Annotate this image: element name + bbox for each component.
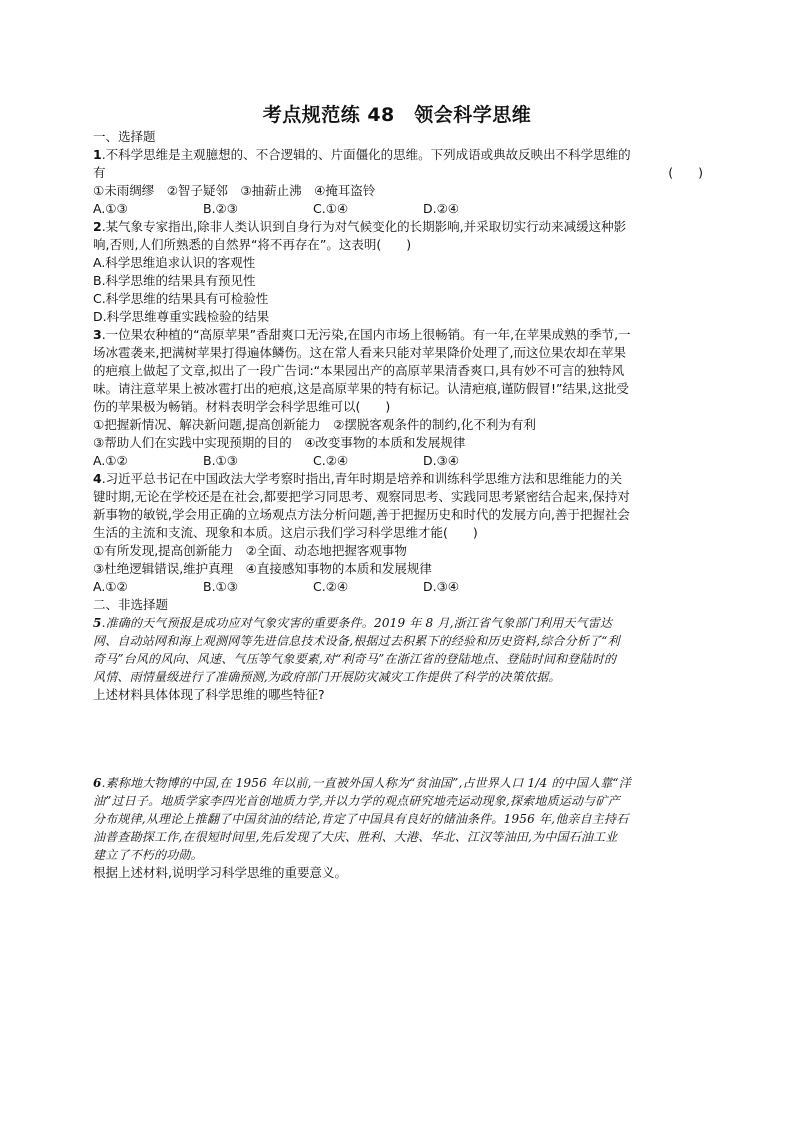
- question-1: [93, 146, 703, 218]
- option-d: D.③④: [423, 579, 460, 594]
- question-items: ①未雨绸缪 ②智子疑邻 ③抽薪止沸 ④掩耳盗铃: [93, 183, 376, 198]
- material-text: 风情、雨情量级进行了准确预测,为政府部门开展防灾减灾工作提供了科学的决策依据。: [93, 670, 561, 684]
- material-text: 油普查勘探工作,在很短时间里,先后发现了大庆、胜利、大港、华北、江汉等油田,为中国石油工业: [93, 830, 618, 844]
- option-c: C.②④: [313, 453, 349, 468]
- option-a: A.①③: [93, 201, 128, 216]
- option-c: C.科学思维的结果具有可检验性: [93, 291, 269, 306]
- option-b: B.①③: [203, 579, 238, 594]
- question-stem: .某气象专家指出,除非人类认识到自身行为对气候变化的长期影响,并采取切实行动来减缓这种影: [101, 219, 627, 234]
- question-stem-cont: 有: [93, 165, 106, 180]
- question-items: ①有所发现,提高创新能力 ②全面、动态地把握客观事物: [93, 543, 407, 558]
- question-number: 5: [93, 616, 102, 630]
- question-2: [93, 218, 703, 326]
- worksheet-content: [93, 128, 703, 972]
- question-4: [93, 470, 703, 596]
- question-stem-cont: 响,否则,人们所熟悉的自然界“将不再存在”。这表明( ): [93, 237, 412, 252]
- option-b: B.②③: [203, 201, 238, 216]
- answer-options: [93, 578, 703, 596]
- question-items: ③杜绝逻辑错误,维护真理 ④直接感知事物的本质和发展规律: [93, 561, 432, 576]
- option-a: A.①②: [93, 579, 128, 594]
- option-a: A.科学思维追求认识的客观性: [93, 255, 256, 270]
- question-6: [93, 774, 703, 972]
- material-text: 油”过日子。地质学家李四光首创地质力学,并以力学的观点研究地壳运动现象,探索地质运动与矿产: [93, 794, 620, 808]
- answer-paren: ( ): [668, 165, 703, 180]
- question-number: 2: [93, 219, 102, 234]
- question-stem-cont: 味。请注意苹果上被冰雹打出的疤痕,这是高原苹果的特有标记。认清疤痕,谨防假冒!”结果,这批受: [93, 381, 629, 396]
- answer-options: [93, 200, 703, 218]
- option-d: D.科学思维尊重实践检验的结果: [93, 309, 270, 324]
- option-c: C.①④: [313, 201, 349, 216]
- question-stem-cont: 场冰雹袭来,把满树苹果打得遍体鳞伤。这在常人看来只能对苹果降价处理了,而这位果农却在苹果: [93, 345, 626, 360]
- material-text: 奇马”台风的风向、风速、气压等气象要素,对“利奇马”在浙江省的登陆地点、登陆时间和登陆时的: [93, 652, 617, 666]
- option-a: A.①②: [93, 453, 128, 468]
- material-text: .素称地大物博的中国,在 1956 年以前,一直被外国人称为“贫油国”,占世界人口 1/4 的中国人靠“洋: [101, 776, 631, 790]
- question-number: 1: [93, 147, 102, 162]
- question-number: 3: [93, 327, 102, 342]
- question-stem: .一位果农种植的“高原苹果”香甜爽口无污染,在国内市场上很畅销。有一年,在苹果成熟的季节,一: [101, 327, 631, 342]
- question-prompt: 上述材料具体体现了科学思维的哪些特征?: [93, 687, 325, 702]
- option-d: D.②④: [423, 201, 460, 216]
- question-stem-cont: 伤的苹果极为畅销。材料表明学会科学思维可以( ): [93, 399, 391, 414]
- page-title: 考点规范练 48 领会科学思维: [262, 104, 532, 126]
- section-heading-nonchoice: 二、非选择题: [93, 597, 169, 612]
- material-text: 网、自动站网和海上观测网等先进信息技术设备,根据过去积累下的经验和历史资料,综合分析了“利: [93, 634, 620, 648]
- question-5: [93, 614, 703, 774]
- question-number: 4: [93, 471, 102, 486]
- option-d: D.③④: [423, 453, 460, 468]
- answer-space[interactable]: [93, 704, 703, 774]
- question-stem-cont: 键时期,无论在学校还是在社会,都要把学习同思考、观察同思考、实践同思考紧密结合起来,保持对: [93, 489, 630, 504]
- question-stem-cont: 生活的主流和支流、现象和本质。这启示我们学习科学思维才能( ): [93, 525, 478, 540]
- answer-space[interactable]: [93, 882, 703, 972]
- material-text: 建立了不朽的功勋。: [93, 848, 203, 862]
- material-text: .准确的天气预报是成功应对气象灾害的重要条件。2019 年 8 月,浙江省气象部门利用天气雷达: [101, 616, 613, 630]
- material-text: 分布规律,从理论上推翻了中国贫油的结论,肯定了中国具有良好的储油条件。1956 年,他亲自主持石: [93, 812, 629, 826]
- question-stem: .习近平总书记在中国政法大学考察时指出,青年时期是培养和训练科学思维方法和思维能力的关: [101, 471, 623, 486]
- question-prompt: 根据上述材料,说明学习科学思维的重要意义。: [93, 865, 347, 880]
- question-items: ①把握新情况、解决新问题,提高创新能力 ②摆脱客观条件的制约,化不利为有利: [93, 417, 536, 432]
- question-number: 6: [93, 776, 102, 790]
- question-stem-cont: 新事物的敏锐,学会用正确的立场观点方法分析问题,善于把握历史和时代的发展方向,善于把握社会: [93, 507, 630, 522]
- option-b: B.①③: [203, 453, 238, 468]
- option-c: C.②④: [313, 579, 349, 594]
- question-3: [93, 326, 703, 470]
- option-b: B.科学思维的结果具有预见性: [93, 273, 256, 288]
- question-items: ③帮助人们在实践中实现预期的目的 ④改变事物的本质和发展规律: [93, 435, 466, 450]
- section-heading-choice: 一、选择题: [93, 129, 156, 144]
- answer-options: [93, 452, 703, 470]
- question-stem-cont: 的疤痕上做起了文章,拟出了一段广告词:“本果园出产的高原苹果清香爽口,具有妙不可言的独特风: [93, 363, 625, 378]
- question-stem: .不科学思维是主观臆想的、不合逻辑的、片面僵化的思维。下列成语或典故反映出不科学思维的: [101, 147, 631, 162]
